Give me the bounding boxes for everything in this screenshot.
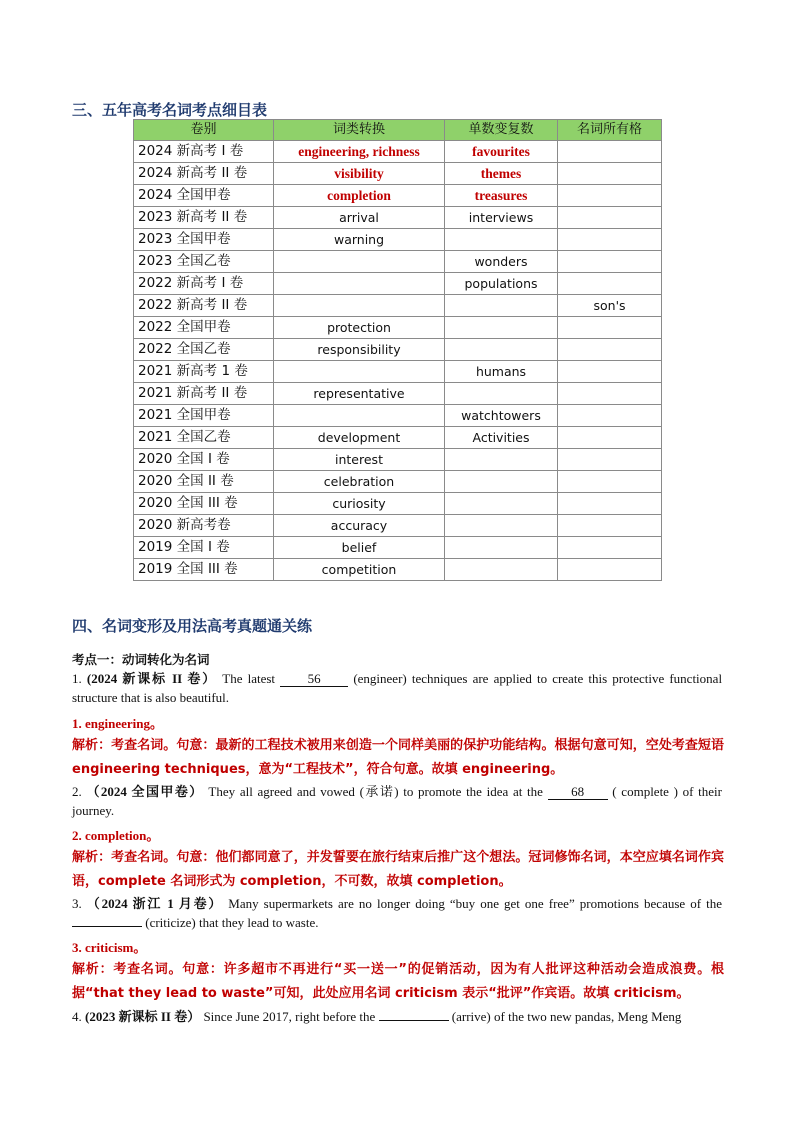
cell-exam: 2023 全国乙卷	[134, 251, 274, 273]
table-row	[134, 295, 662, 317]
cell-plural	[445, 229, 558, 251]
cell-conversion: arrival	[274, 207, 445, 229]
cell-conversion: representative	[274, 383, 445, 405]
cell-possessive	[558, 449, 662, 471]
table-row	[134, 207, 662, 229]
cell-possessive	[558, 163, 662, 185]
noun-exam-table	[133, 119, 662, 581]
cell-exam: 2022 全国乙卷	[134, 339, 274, 361]
table-row	[134, 515, 662, 537]
question-number: 4.	[72, 1009, 82, 1024]
cell-conversion: completion	[274, 185, 445, 207]
cell-possessive	[558, 515, 662, 537]
table-row	[134, 361, 662, 383]
question-4	[72, 1007, 722, 1026]
cell-conversion: responsibility	[274, 339, 445, 361]
cell-conversion	[274, 251, 445, 273]
cell-plural	[445, 493, 558, 515]
table-row	[134, 405, 662, 427]
question-text-before: The latest	[222, 671, 276, 686]
cell-exam: 2021 全国甲卷	[134, 405, 274, 427]
cell-possessive	[558, 141, 662, 163]
cell-plural: themes	[445, 163, 558, 185]
cell-plural	[445, 515, 558, 537]
table-row	[134, 559, 662, 581]
cell-exam: 2022 新高考 II 卷	[134, 295, 274, 317]
cell-conversion: competition	[274, 559, 445, 581]
table-row	[134, 185, 662, 207]
cell-conversion	[274, 295, 445, 317]
cell-exam: 2020 全国 II 卷	[134, 471, 274, 493]
cell-plural: humans	[445, 361, 558, 383]
explanation-2: 解析：考查名词。句意：他们都同意了，并发誓要在旅行结束后推广这个想法。冠词修饰名词，本空应填名词作宾语，complete 名词形式为 completion，不可数，故填 completion。	[72, 850, 724, 889]
header-possessive: 名词所有格	[558, 120, 662, 141]
table-row	[134, 427, 662, 449]
question-source: （2024 全国甲卷）	[86, 784, 204, 799]
question-text-before: Since June 2017, right before the	[203, 1009, 376, 1024]
cell-possessive	[558, 229, 662, 251]
cell-possessive	[558, 207, 662, 229]
question-3	[72, 894, 722, 932]
cell-exam: 2022 全国甲卷	[134, 317, 274, 339]
question-text-before: Many supermarkets are no longer doing “buy one get one free” promotions because of the	[228, 896, 722, 911]
cell-plural: Activities	[445, 427, 558, 449]
cell-possessive	[558, 317, 662, 339]
section-4-title: 四、名词变形及用法高考真题通关练	[72, 617, 313, 635]
question-text-before: They all agreed and vowed (承诺) to promote the idea at the	[208, 784, 543, 799]
point-1-heading: 考点一：动词转化为名词	[72, 652, 210, 667]
cell-plural: treasures	[445, 185, 558, 207]
header-conversion: 词类转换	[274, 120, 445, 141]
cell-conversion	[274, 361, 445, 383]
answer-2: 2. completion。	[72, 828, 160, 843]
question-text-after: (engineer) techniques are applied to create this protective functional structure that is also beautiful.	[72, 671, 723, 705]
header-exam: 卷别	[134, 120, 274, 141]
cell-exam: 2021 全国乙卷	[134, 427, 274, 449]
table-row	[134, 493, 662, 515]
cell-possessive	[558, 339, 662, 361]
cell-possessive	[558, 273, 662, 295]
table-row	[134, 383, 662, 405]
question-number: 2.	[72, 784, 82, 799]
table-row	[134, 141, 662, 163]
cell-exam: 2022 新高考 I 卷	[134, 273, 274, 295]
cell-exam: 2023 全国甲卷	[134, 229, 274, 251]
cell-conversion: belief	[274, 537, 445, 559]
cell-conversion: warning	[274, 229, 445, 251]
cell-exam: 2021 新高考 1 卷	[134, 361, 274, 383]
question-source: (2023 新课标 II 卷）	[85, 1009, 201, 1024]
header-plural: 单数变复数	[445, 120, 558, 141]
table-row	[134, 471, 662, 493]
cell-conversion: protection	[274, 317, 445, 339]
question-number: 3.	[72, 896, 82, 911]
cell-possessive	[558, 383, 662, 405]
question-source: （2024 浙江 1 月卷）	[86, 896, 224, 911]
cell-plural	[445, 449, 558, 471]
cell-exam: 2020 全国 I 卷	[134, 449, 274, 471]
cell-conversion	[274, 405, 445, 427]
explanation-1: 解析：考查名词。句意：最新的工程技术被用来创造一个同样美丽的保护功能结构。根据句意可知，空处考查短语 engineering techniques，意为“工程技术”，符合句意。故填 engineering。	[72, 738, 724, 777]
table-row	[134, 537, 662, 559]
cell-plural: interviews	[445, 207, 558, 229]
cell-exam: 2023 新高考 II 卷	[134, 207, 274, 229]
question-text-after: (criticize) that they lead to waste.	[145, 915, 319, 930]
question-2	[72, 782, 722, 820]
cell-conversion: development	[274, 427, 445, 449]
cell-exam: 2019 全国 III 卷	[134, 559, 274, 581]
question-text-after: ( complete ) of their journey.	[72, 784, 722, 818]
question-1	[72, 669, 722, 707]
cell-possessive	[558, 559, 662, 581]
cell-exam: 2024 新高考 I 卷	[134, 141, 274, 163]
cell-conversion: interest	[274, 449, 445, 471]
cell-exam: 2019 全国 I 卷	[134, 537, 274, 559]
cell-plural	[445, 339, 558, 361]
answer-blank	[72, 926, 142, 927]
cell-plural: favourites	[445, 141, 558, 163]
cell-plural	[445, 383, 558, 405]
cell-exam: 2020 全国 III 卷	[134, 493, 274, 515]
cell-plural: wonders	[445, 251, 558, 273]
cell-plural	[445, 295, 558, 317]
answer-1: 1. engineering。	[72, 716, 163, 731]
cell-possessive: son's	[558, 295, 662, 317]
cell-plural	[445, 559, 558, 581]
cell-possessive	[558, 251, 662, 273]
section-3-title: 三、五年高考名词考点细目表	[72, 101, 268, 119]
explanation-3: 解析：考查名词。句意：许多超市不再进行“买一送一”的促销活动，因为有人批评这种活动会造成浪费。根据“that they lead to waste”可知，此处应用名词 criticism 表示“批评”作宾语。故填 criticism。	[72, 962, 724, 1001]
cell-possessive	[558, 537, 662, 559]
question-source: (2024 新课标 II 卷）	[86, 671, 218, 686]
question-text-after: (arrive) of the two new pandas, Meng Meng	[451, 1009, 682, 1024]
cell-conversion: engineering, richness	[274, 141, 445, 163]
cell-possessive	[558, 185, 662, 207]
cell-conversion: visibility	[274, 163, 445, 185]
table-row	[134, 163, 662, 185]
cell-possessive	[558, 361, 662, 383]
table-row	[134, 339, 662, 361]
answer-blank	[379, 1020, 449, 1021]
cell-exam: 2024 新高考 II 卷	[134, 163, 274, 185]
cell-plural: watchtowers	[445, 405, 558, 427]
cell-conversion	[274, 273, 445, 295]
table-row	[134, 449, 662, 471]
cell-conversion: curiosity	[274, 493, 445, 515]
cell-exam: 2020 新高考卷	[134, 515, 274, 537]
answer-blank: 56	[280, 671, 348, 687]
table-row	[134, 317, 662, 339]
cell-possessive	[558, 471, 662, 493]
table-row	[134, 229, 662, 251]
cell-possessive	[558, 427, 662, 449]
cell-conversion: accuracy	[274, 515, 445, 537]
cell-possessive	[558, 493, 662, 515]
question-number: 1.	[72, 671, 82, 686]
table-header-row	[134, 120, 662, 141]
cell-possessive	[558, 405, 662, 427]
answer-3: 3. criticism。	[72, 940, 147, 955]
table-row	[134, 273, 662, 295]
cell-plural	[445, 537, 558, 559]
answer-blank: 68	[548, 784, 608, 800]
cell-exam: 2024 全国甲卷	[134, 185, 274, 207]
cell-plural: populations	[445, 273, 558, 295]
cell-plural	[445, 471, 558, 493]
table-row	[134, 251, 662, 273]
cell-conversion: celebration	[274, 471, 445, 493]
cell-plural	[445, 317, 558, 339]
cell-exam: 2021 新高考 II 卷	[134, 383, 274, 405]
